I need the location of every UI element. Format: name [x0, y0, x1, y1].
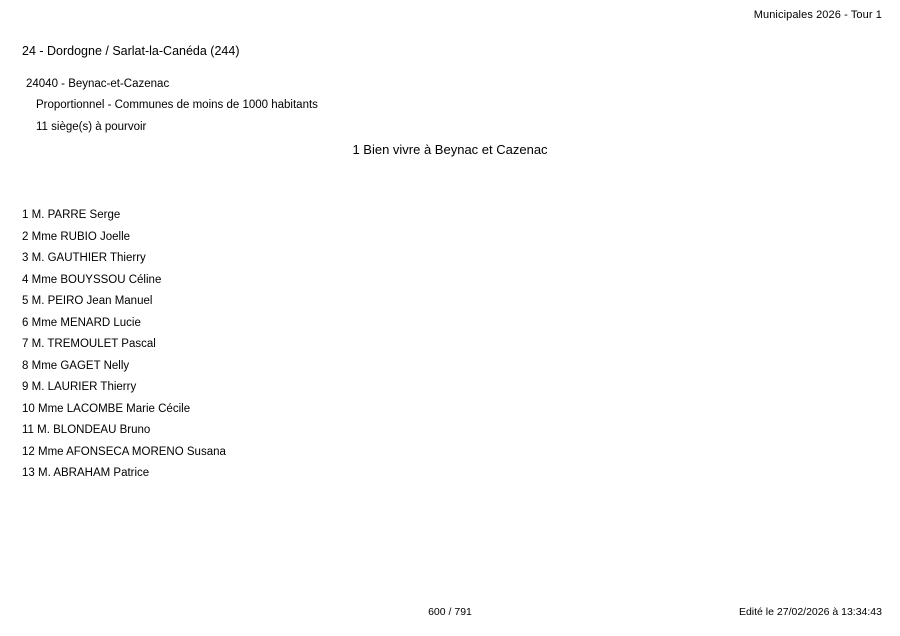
list-item	[22, 270, 522, 292]
list-title: 1 Bien vivre à Beynac et Cazenac	[352, 142, 548, 157]
candidate-number: 6	[22, 316, 29, 329]
list-item	[22, 334, 522, 356]
candidate-name: Mme GAGET Nelly	[31, 359, 130, 372]
candidate-number: 1	[22, 209, 29, 221]
department-line: 24 - Dordogne / Sarlat-la-Canéda (244)	[22, 44, 240, 58]
list-item	[22, 356, 522, 378]
candidate-number: 12	[22, 445, 35, 458]
list-item	[22, 205, 522, 227]
candidate-name: M. ABRAHAM Patrice	[38, 467, 150, 479]
candidate-number: 11	[22, 424, 34, 436]
list-item	[22, 442, 522, 464]
candidate-name: M. PARRE Serge	[31, 209, 121, 221]
candidate-number: 7	[22, 338, 29, 350]
seats-line: 11 siège(s) à pourvoir	[36, 121, 147, 133]
candidate-number: 2	[22, 230, 29, 243]
candidate-number: 3	[22, 252, 29, 264]
candidate-name: M. PEIRO Jean Manuel	[31, 295, 153, 307]
candidate-name: Mme BOUYSSOU Céline	[31, 273, 162, 286]
candidate-name: Mme RUBIO Joelle	[31, 230, 131, 243]
voting-mode-line: Proportionnel - Communes de moins de 1000 habitants	[36, 99, 318, 111]
candidate-list	[22, 205, 522, 485]
candidate-number: 10	[22, 402, 35, 415]
list-item	[22, 463, 522, 485]
page-indicator: 600 / 791	[428, 606, 472, 618]
candidate-name: Mme MENARD Lucie	[31, 316, 141, 329]
candidate-name: M. GAUTHIER Thierry	[31, 252, 146, 264]
candidate-name: M. TREMOULET Pascal	[31, 338, 156, 350]
candidate-name: M. LAURIER Thierry	[31, 381, 137, 393]
candidate-number: 4	[22, 273, 29, 286]
candidate-number: 5	[22, 295, 29, 307]
list-item	[22, 420, 522, 442]
commune-line: 24040 - Beynac-et-Cazenac	[26, 78, 170, 90]
edited-timestamp: Edité le 27/02/2026 à 13:34:43	[738, 606, 882, 618]
candidate-number: 9	[22, 381, 29, 393]
candidate-number: 8	[22, 359, 29, 372]
list-item	[22, 377, 522, 399]
document-header-label: Municipales 2026 - Tour 1	[753, 9, 882, 21]
list-item	[22, 399, 522, 421]
list-item	[22, 313, 522, 335]
candidate-name: M. BLONDEAU Bruno	[37, 424, 151, 436]
candidate-name: Mme AFONSECA MORENO Susana	[38, 445, 226, 458]
list-item	[22, 291, 522, 313]
list-item	[22, 227, 522, 249]
candidate-name: Mme LACOMBE Marie Cécile	[38, 402, 191, 415]
list-item	[22, 248, 522, 270]
candidate-number: 13	[22, 467, 35, 479]
